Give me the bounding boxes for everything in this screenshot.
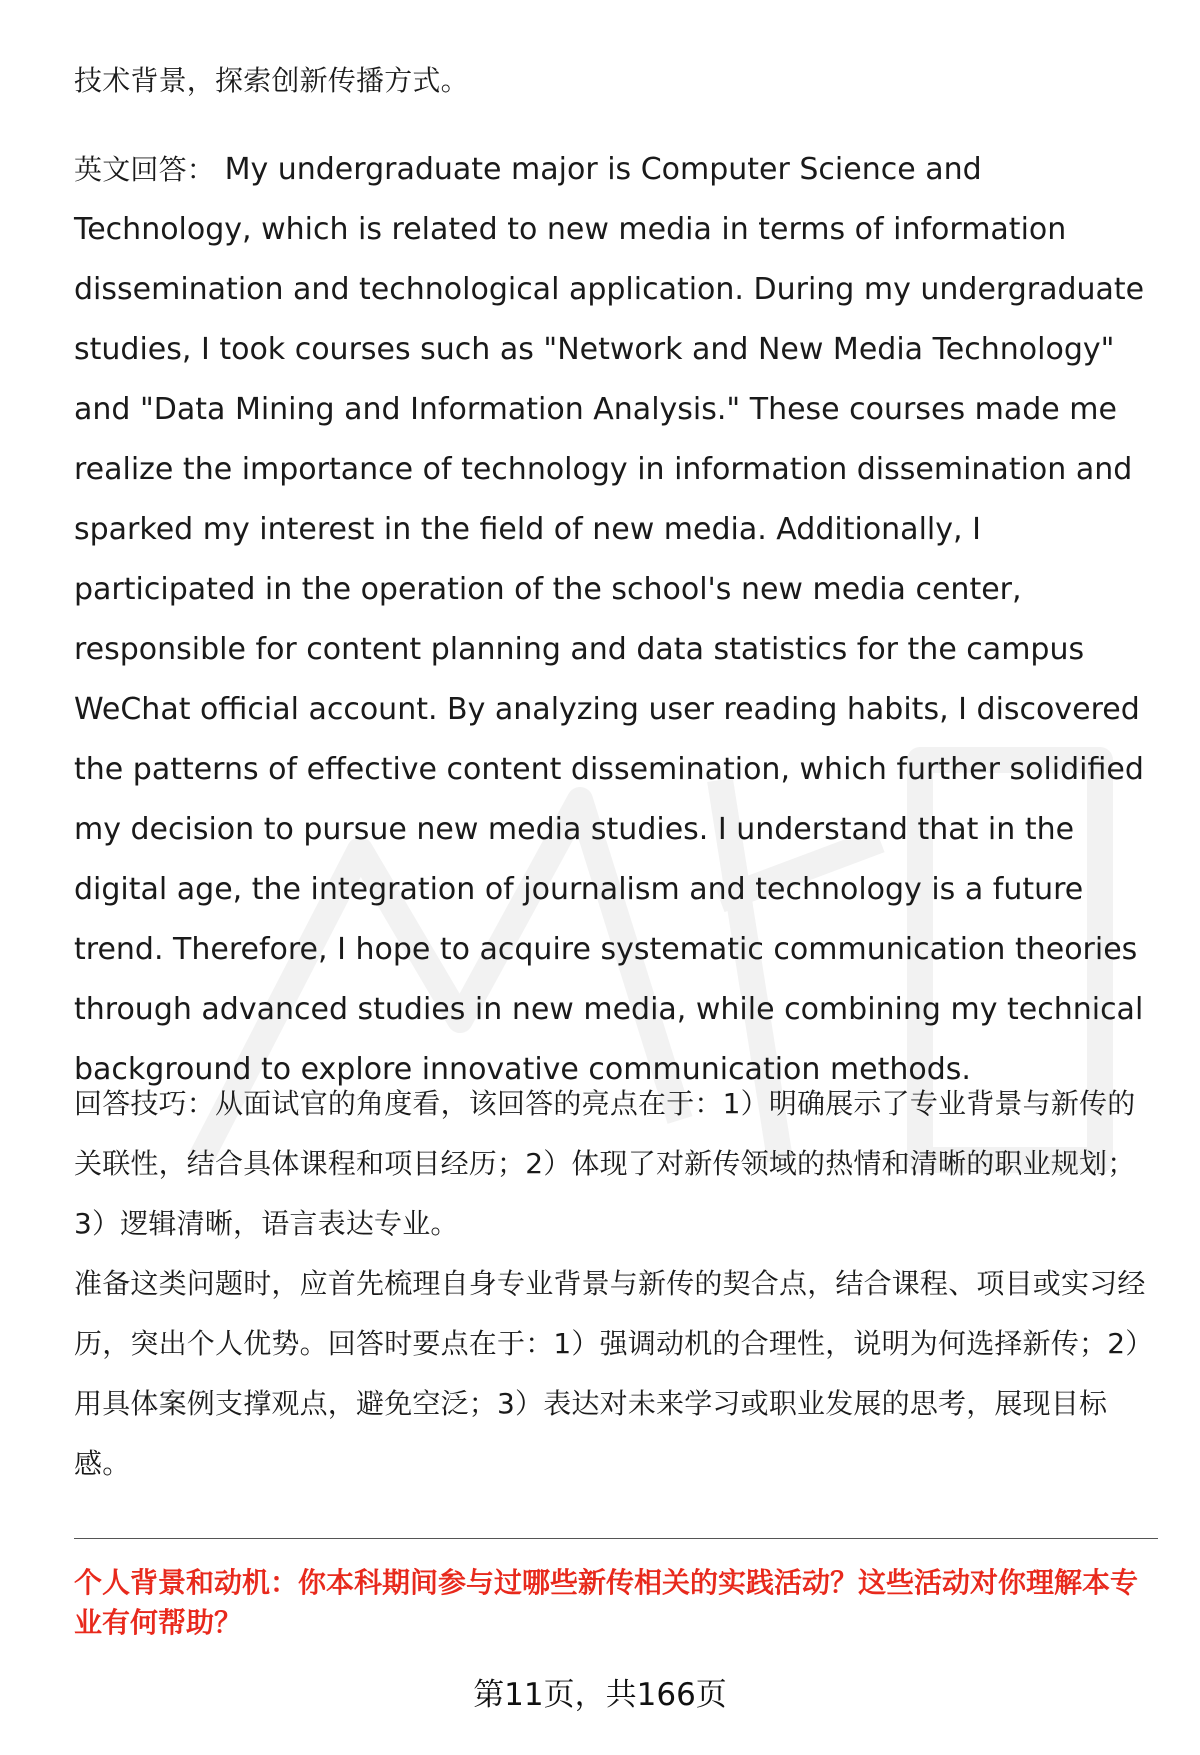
next-question-heading: 个人背景和动机：你本科期间参与过哪些新传相关的实践活动？这些活动对你理解本专业有何帮助？ (74, 1566, 1139, 1639)
english-answer-section (74, 140, 1154, 1100)
answer-tips-label: 回答技巧： (74, 1087, 216, 1120)
answer-tips-text: 从面试官的角度看，该回答的亮点在于：1）明确展示了专业背景与新传的关联性，结合具体课程和项目经历；2）体现了对新传领域的热情和清晰的职业规划；3）逻辑清晰，语言表达专业。 (74, 1087, 1136, 1240)
english-answer-text: My undergraduate major is Computer Science and Technology, which is related to new media in terms of information dissemination and technological application. During my undergraduate studies, I took courses such as "Network and New Media Technology" and "Data Mining and Information Analysis." These courses made me realize the importance of technology in information dissemination and sparked my interest in the field of new media. Additionally, I participated in the operation of the school's new media center, responsible for content planning and data statistics for the campus WeChat official account. By analyzing user reading habits, I discovered the patterns of effective content dissemination, which further solidified my decision to pursue new media studies. I understand that in the digital age, the integration of journalism and technology is a future trend. Therefore, I hope to acquire systematic communication theories through advanced studies in new media, while combining my technical background to explore innovative communication methods. (74, 152, 1145, 1087)
page-number-footer: 第11页，共166页 (473, 1677, 727, 1713)
english-answer-label: 英文回答： (74, 153, 216, 186)
continued-paragraph: 技术背景，探索创新传播方式。 (74, 64, 469, 97)
answer-tips-paragraph (74, 1074, 1154, 1254)
preparation-paragraph: 准备这类问题时，应首先梳理自身专业背景与新传的契合点，结合课程、项目或实习经历，突出个人优势。回答时要点在于：1）强调动机的合理性，说明为何选择新传；2）用具体案例支撑观点，避免空泛；3）表达对未来学习或职业发展的思考，展现目标感。 (74, 1267, 1154, 1480)
section-divider (74, 1538, 1158, 1539)
answer-tips-section (74, 1074, 1154, 1494)
